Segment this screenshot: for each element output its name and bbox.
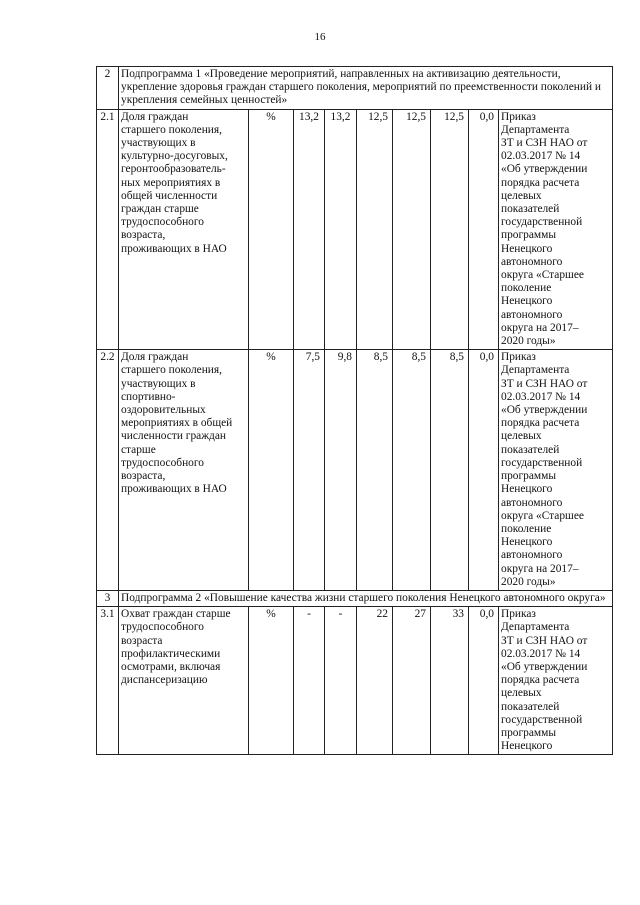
row-number: 2.1 <box>97 109 119 350</box>
value-cell: 27 <box>393 607 431 755</box>
value-cell: 13,2 <box>325 109 357 350</box>
value-cell: 0,0 <box>469 109 499 350</box>
value-cell: 8,5 <box>357 350 393 591</box>
document-reference: Приказ Департамента ЗТ и СЗН НАО от 02.03.2017 № 14 «Об утверждении порядка расчета целевых показателей государственной программы Ненецкого автономного округа «Старшее поколение Ненецкого автономного округа на 2017– 2020 годы» <box>499 350 613 591</box>
value-cell: 12,5 <box>393 109 431 350</box>
unit-cell: % <box>249 109 294 350</box>
indicator-name: Доля граждан старшего поколения, участвующих в спортивно- оздоровительных мероприятиях в общей численности граждан старше трудоспособного возраста, проживающих в НАО <box>119 350 249 591</box>
indicators-table <box>96 66 613 755</box>
value-cell: - <box>325 607 357 755</box>
indicator-name: Доля граждан старшего поколения, участвующих в культурно-досуговых, геронтообразователь- ных мероприятиях в общей численности граждан старше трудоспособного возраста, проживающих в НАО <box>119 109 249 350</box>
row-number: 3.1 <box>97 607 119 755</box>
page-number: 16 <box>314 31 326 43</box>
value-cell: 8,5 <box>393 350 431 591</box>
row-number: 3 <box>97 590 119 606</box>
section-row <box>97 590 613 606</box>
value-cell: 13,2 <box>294 109 325 350</box>
value-cell: 0,0 <box>469 607 499 755</box>
indicator-name: Охват граждан старше трудоспособного возраста профилактическими осмотрами, включая диспансеризацию <box>119 607 249 755</box>
unit-cell: % <box>249 607 294 755</box>
indicator-row <box>97 607 613 755</box>
value-cell: 7,5 <box>294 350 325 591</box>
section-title: Подпрограмма 1 «Проведение мероприятий, направленных на активизацию деятельности, укрепление здоровья граждан старшего поколения, мероприятий по преемственности поколений и укрепления семейных ценностей» <box>119 67 613 110</box>
section-title: Подпрограмма 2 «Повышение качества жизни старшего поколения Ненецкого автономного округа» <box>119 590 613 606</box>
indicator-row <box>97 350 613 591</box>
section-row <box>97 67 613 110</box>
value-cell: 12,5 <box>431 109 469 350</box>
value-cell: 12,5 <box>357 109 393 350</box>
document-reference: Приказ Департамента ЗТ и СЗН НАО от 02.03.2017 № 14 «Об утверждении порядка расчета целевых показателей государственной программы Ненецкого автономного округа «Старшее поколение Ненецкого автономного округа на 2017– 2020 годы» <box>499 109 613 350</box>
value-cell: 22 <box>357 607 393 755</box>
unit-cell: % <box>249 350 294 591</box>
row-number: 2.2 <box>97 350 119 591</box>
value-cell: 9,8 <box>325 350 357 591</box>
value-cell: 0,0 <box>469 350 499 591</box>
value-cell: 33 <box>431 607 469 755</box>
value-cell: - <box>294 607 325 755</box>
document-reference: Приказ Департамента ЗТ и СЗН НАО от 02.03.2017 № 14 «Об утверждении порядка расчета целевых показателей государственной программы Ненецкого <box>499 607 613 755</box>
value-cell: 8,5 <box>431 350 469 591</box>
indicator-row <box>97 109 613 350</box>
row-number: 2 <box>97 67 119 110</box>
